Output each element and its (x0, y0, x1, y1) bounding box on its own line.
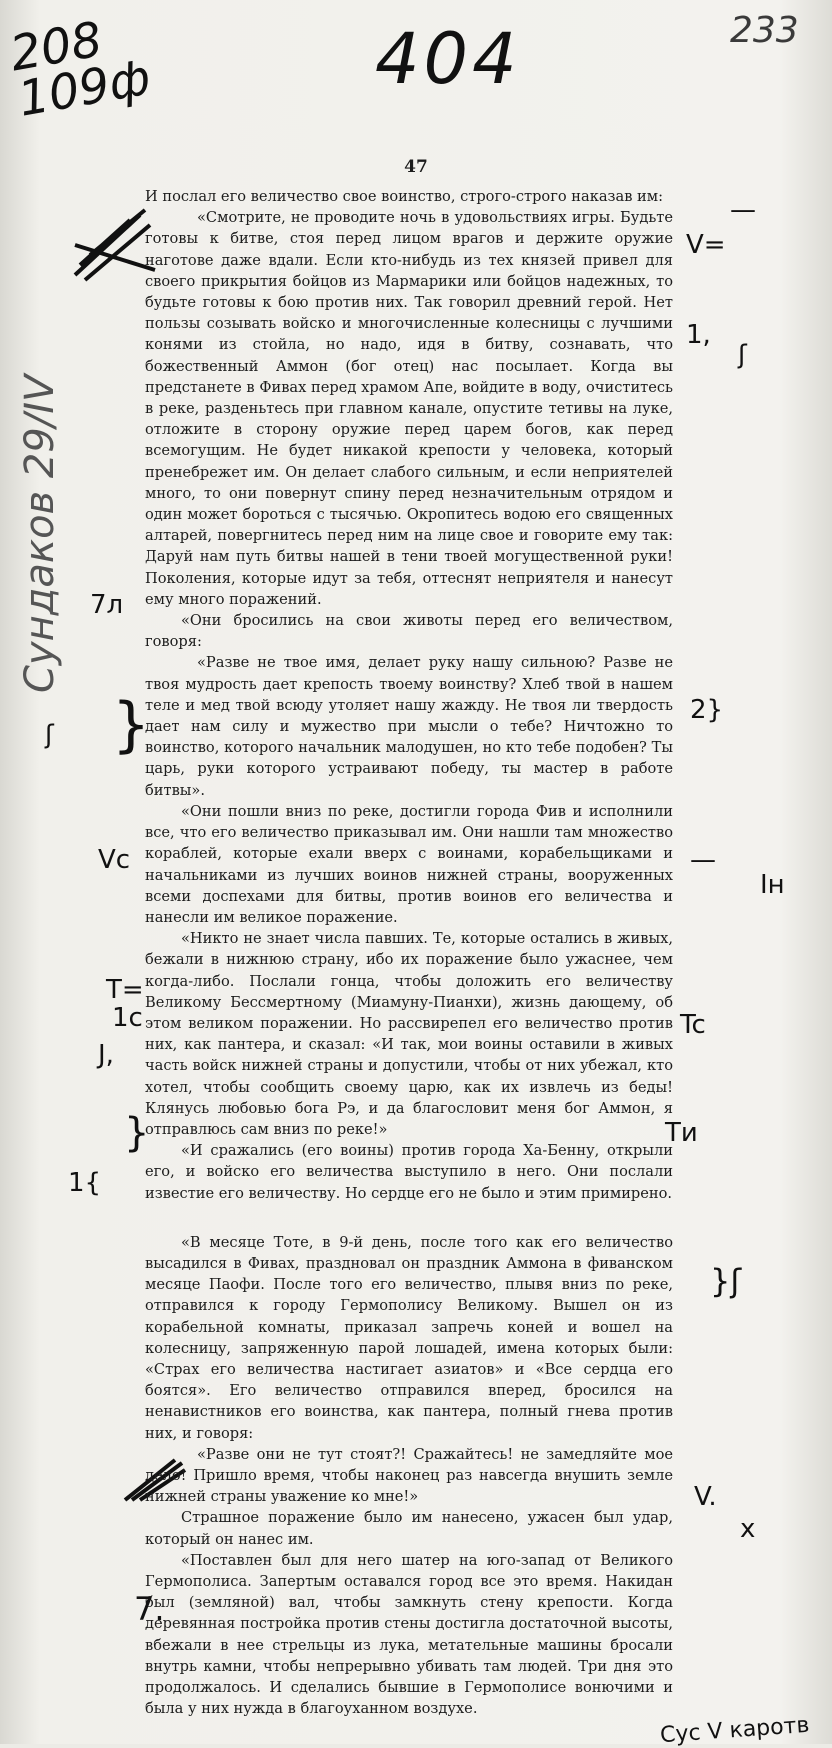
margin-mark: T= (106, 975, 144, 1005)
margin-mark: x (740, 1514, 756, 1544)
paragraph: «Они бросились на свои животы перед его величеством, говоря: (145, 612, 673, 651)
paragraph: «Никто не знает числа павших. Те, которые остались в живых, бежали в нижнюю страну, ибо их поражение было ужаснее, чем когда-либо. Послали гонца, чтобы доложить его величеству Великому Бессмертному (Миамуну-Пианхи), жизнь дающему, об этом великом поражении. Но рассвирепел его величество против них, как пантера, и сказал: «И так, мои воины оставили в живых часть войск нижней страны и допустили, чтобы от них убежал, кто хотел, чтобы сообщить своему царю, как их извлечь из беды! Клянусь любовью бога Рэ, и да благословит меня бог Аммон, я отправлюсь сам вниз по реке!» (145, 930, 673, 1138)
margin-mark: 7. (134, 1590, 165, 1628)
paragraph: Страшное поражение было им нанесено, ужасен был удар, который он нанес им. (145, 1509, 673, 1548)
margin-mark: Ін (760, 870, 785, 900)
margin-mark: Vc (98, 845, 131, 875)
paragraph: «Поставлен был для него шатер на юго-запад от Великого Гермополиса. Запертым оставался город все это время. Накидан был (земляной) вал, чтобы замкнуть стену крепости. Когда деревянная постройка против стены достигла достаточной высоты, вбежали в нее стрельцы из лука, метательные машины бросали внутрь камни, чтобы непрерывно убивать там людей. Три дня это продолжалось. И сделались бывшие в Гермополисе вонючими и была у них нужда в благоуханном воздухе. (145, 1551, 673, 1718)
margin-mark: Tc (680, 1010, 706, 1040)
margin-mark: V= (686, 230, 726, 260)
archive-folio-number: 404 (375, 18, 521, 100)
margin-mark: 2} (690, 695, 724, 725)
paragraph: «Смотрите, не проводите ночь в удовольствиях игры. Будьте готовы к битве, стоя перед лицом врагов и держите оружие наготове даже вдали. Если кто-нибудь из тех князей привел для своего прикрытия бойцов из Мармарики или бойцов надежных, то будьте готовы к бою против них. Так говорил древний герой. Нет пользы созывать войско и многочисленные колесницы с лучшими конями из стойла, но надо, идя в битву, сознавать, что божественный Аммон (бог отец) нас посылает. Когда вы предстанете в Фивах перед храмом Апе, войдите в воду, очиститесь в реке, разденьтесь при главном канале, опустите тетивы на луке, отложите в сторону оружие перед царем богов, как перед всемогущим. Не будет никакой крепости у человека, который пренебрежет им. Он делает слабого сильным, и если неприятелей много, то они повернут спину перед незначительным отрядом и один может бороться с тысячью. Окропитесь водою его священных алтарей, повергнитесь перед ним на лице свое и говорите ему так: Даруй нам путь битвы нашей в тени твоей могущественной руки! Поколения, которые идут за тебя, оттеснят неприятеля и нанесут ему много поражений. (145, 209, 673, 608)
paragraph: «И сражались (его воины) против города Ха-Бенну, открыли его, и войско его величества выступило в него. Они послали известие его величеству. Но сердце его не было и этим примирено. (145, 1142, 673, 1202)
margin-mark: — (730, 195, 756, 225)
margin-mark: }ʃ (710, 1262, 742, 1300)
margin-mark: 1{ (68, 1168, 102, 1198)
margin-mark: } (124, 1110, 150, 1156)
archive-number-handwritten: 208 109ф (6, 11, 155, 128)
paragraph: «В месяце Тоте, в 9-й день, после того как его величество высадился в Фивах, праздновал он праздник Аммона в фиванском месяце Паофи. После того его величество, плывя вниз по реке, отправился к городу Гермополису Великому. Вышел он из корабельной комнаты, приказал запречь коней и вошел на колесницу, запряженную парой лошадей, имена которых были: «Страх его величества настигает азиатов» и «Все сердца его боятся». Его величество отправился вперед, бросился на ненавистников его воинства, как пантера, полный гнева против них, и говоря: (145, 1233, 673, 1442)
margin-mark: Tи (665, 1118, 698, 1148)
side-signature-note: Сундаков 29/IV (17, 374, 63, 693)
page-number: 47 (404, 157, 428, 177)
archive-page-stamp: 233 (730, 10, 799, 51)
margin-mark: } (112, 690, 151, 760)
margin-mark: — (690, 845, 716, 875)
paragraph: «Они пошли вниз по реке, достигли города Фив и исполнили все, что его величество приказывал им. Они нашли там множество кораблей, которые ехали вверх с воинами, корабельщиками и начальниками из лучших воинов нижней страны, вооруженных всеми доспехами для битвы, против воинов его величества и нанесли им великое поражение. (145, 802, 673, 926)
margin-mark: J, (98, 1040, 114, 1070)
margin-mark: Сус V каротв (659, 1712, 811, 1748)
margin-mark: 1, (686, 320, 711, 350)
margin-mark: 7л (90, 590, 124, 620)
margin-mark: ʃ (45, 720, 54, 750)
paragraph: «Разве они не тут стоят?! Сражайтесь! не замедляйте мое дело! Пришло время, чтобы наконец раз навсегда внушить земле нижней страны уважение ко мне!» (145, 1445, 673, 1506)
margin-mark: 1c (112, 1003, 143, 1033)
paragraph: «Разве не твое имя, делает руку нашу сильною? Разве не твоя мудрость дает крепость твоему воинству? Хлеб твой в нашем теле и мед твой всюду утоляет нашу жажду. Не твоя ли твердость дает нам силу и мужество при мысли о тебе? Ничтожно то воинство, которого начальник малодушен, но кто тебе подобен? Ты царь, руки которого устраивают победу, ты мастер в работе битвы». (145, 654, 673, 799)
paragraph: И послал его величество свое воинство, строго-строго наказав им: (145, 188, 664, 205)
margin-mark: V. (694, 1482, 717, 1512)
document-body (145, 186, 673, 1719)
margin-mark: ʃ (738, 340, 747, 370)
paragraph-gap (145, 1204, 673, 1232)
